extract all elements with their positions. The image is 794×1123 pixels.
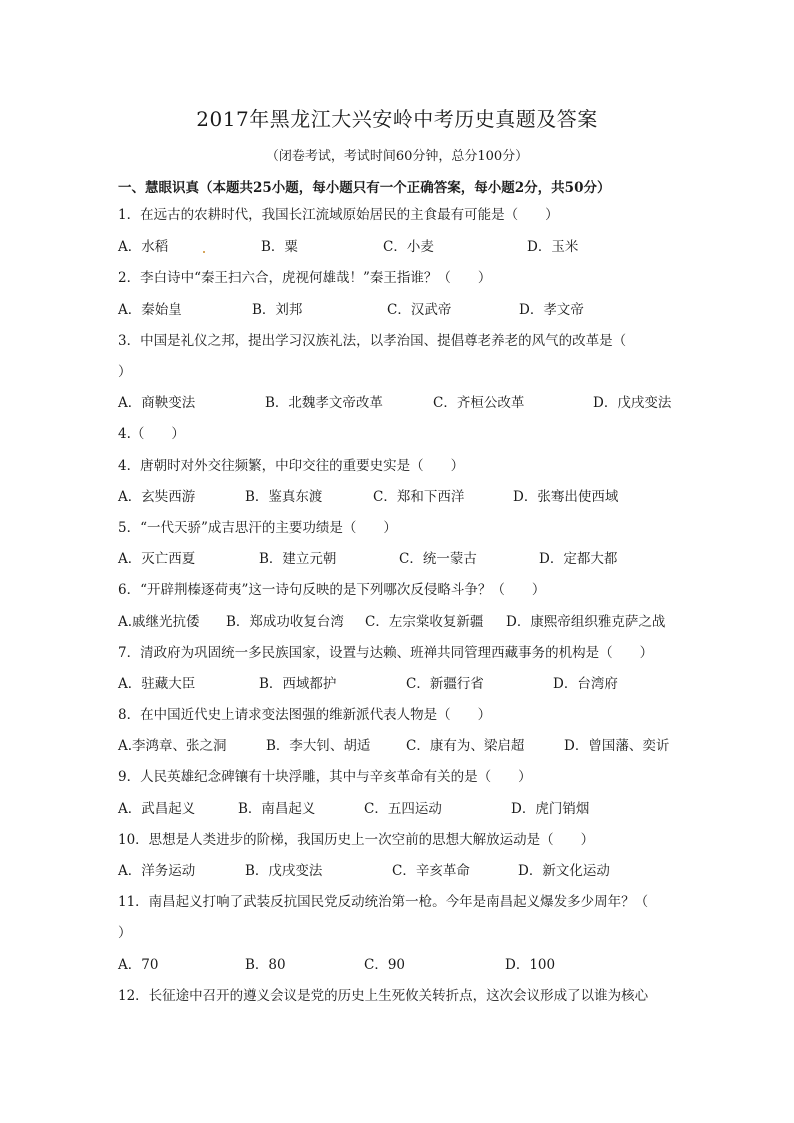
- option-d: D．张骞出使西域: [513, 489, 619, 505]
- page-title: 2017年黑龙江大兴安岭中考历史真题及答案: [196, 107, 598, 131]
- option-c: C．90: [364, 957, 406, 973]
- option-c: C．统一蒙古: [399, 551, 477, 567]
- option-d: D．曾国藩、奕䜣: [564, 738, 670, 754]
- question-stem: 7．清政府为巩固统一多民族国家，设置与达赖、班禅共同管理西藏事务的机构是（ ）: [118, 645, 654, 661]
- option-b: B．北魏孝文帝改革: [265, 395, 383, 411]
- option-b: B．南昌起义: [238, 801, 316, 817]
- question-stem: 3．中国是礼仪之邦，提出学习汉族礼法，以孝治国、提倡尊老养老的风气的改革是（: [118, 333, 627, 349]
- option-b: B．刘邦: [252, 302, 303, 318]
- option-d: D．虎门销烟: [511, 801, 590, 817]
- option-b: B．建立元朝: [259, 551, 337, 567]
- question-stem-continued: ）: [118, 925, 132, 941]
- question-stem: 8．在中国近代史上请求变法图强的维新派代表人物是（ ）: [118, 707, 492, 723]
- option-b: B．郑成功收复台湾: [226, 614, 344, 630]
- option-d: D．康熙帝组织雅克萨之战: [506, 614, 666, 630]
- question-stem: 10．思想是人类进步的阶梯，我国历史上一次空前的思想大解放运动是（ ）: [118, 832, 595, 848]
- option-c: C．郑和下西洋: [373, 489, 465, 505]
- option-c: C．辛亥革命: [392, 863, 470, 879]
- option-b: B．李大钊、胡适: [266, 738, 371, 754]
- option-a: A．武昌起义: [118, 801, 196, 817]
- option-c: C．汉武帝: [387, 302, 452, 318]
- question-stem: 1．在远古的农耕时代，我国长江流域原始居民的主食最有可能是（ ）: [118, 207, 559, 223]
- option-d: D．定都大都: [539, 551, 618, 567]
- option-d: D．新文化运动: [518, 863, 610, 879]
- option-d: D．玉米: [527, 239, 579, 255]
- option-c: C．康有为、梁启超: [406, 738, 525, 754]
- option-a: A．秦始皇: [118, 302, 182, 318]
- option-b: B．鉴真东渡: [245, 489, 323, 505]
- stray-question-line: 4.（ ）: [118, 426, 185, 442]
- section-heading: 一、慧眼识真（本题共25小题，每小题只有一个正确答案，每小题2分，共50分）: [118, 180, 611, 196]
- option-a: A．水稻: [118, 239, 169, 255]
- option-a: A．洋务运动: [118, 863, 196, 879]
- option-a: A．70: [118, 957, 159, 973]
- option-a: A．商鞅变法: [118, 395, 196, 411]
- question-stem: 2．李白诗中“秦王扫六合，虎视何雄哉！”秦王指谁？（ ）: [118, 270, 492, 286]
- option-c: C．新疆行省: [406, 676, 484, 692]
- question-stem: 6．“开辟荆榛逐荷夷”这一诗句反映的是下列哪次反侵略斗争？（ ）: [118, 582, 546, 598]
- option-b: B．80: [245, 957, 286, 973]
- option-d: D．孝文帝: [519, 302, 584, 318]
- option-a: A．驻藏大臣: [118, 676, 196, 692]
- option-c: C．齐桓公改革: [433, 395, 525, 411]
- stray-dot: [203, 251, 205, 253]
- option-c: C．左宗棠收复新疆: [365, 614, 484, 630]
- option-b: B．粟: [261, 239, 298, 255]
- option-a: A．玄奘西游: [118, 489, 196, 505]
- question-stem-continued: ）: [118, 364, 132, 380]
- option-d: D．100: [505, 957, 556, 973]
- question-stem: 5．“一代天骄”成吉思汗的主要功绩是（ ）: [118, 520, 397, 536]
- option-c: C．五四运动: [364, 801, 442, 817]
- option-c: C．小麦: [383, 239, 434, 255]
- option-b: B．戊戌变法: [245, 863, 323, 879]
- option-d: D．台湾府: [553, 676, 618, 692]
- question-stem: 9．人民英雄纪念碑镶有十块浮雕，其中与辛亥革命有关的是（ ）: [118, 769, 532, 785]
- option-a: A．灭亡西夏: [118, 551, 196, 567]
- question-stem: 12．长征途中召开的遵义会议是党的历史上生死攸关转折点，这次会议形成了以谁为核心: [118, 988, 649, 1004]
- option-a: A.李鸿章、张之洞: [118, 738, 227, 754]
- exam-subtitle: （闭卷考试，考试时间60分钟，总分100分）: [265, 149, 529, 164]
- question-stem: 4．唐朝时对外交往频繁，中印交往的重要史实是（ ）: [118, 458, 465, 474]
- option-b: B．西域都护: [259, 676, 337, 692]
- question-stem: 11．南昌起义打响了武装反抗国民党反动统治第一枪。今年是南昌起义爆发多少周年？（: [118, 894, 649, 910]
- option-a: A.戚继光抗倭: [118, 614, 200, 630]
- option-d: D．戊戌变法: [593, 395, 672, 411]
